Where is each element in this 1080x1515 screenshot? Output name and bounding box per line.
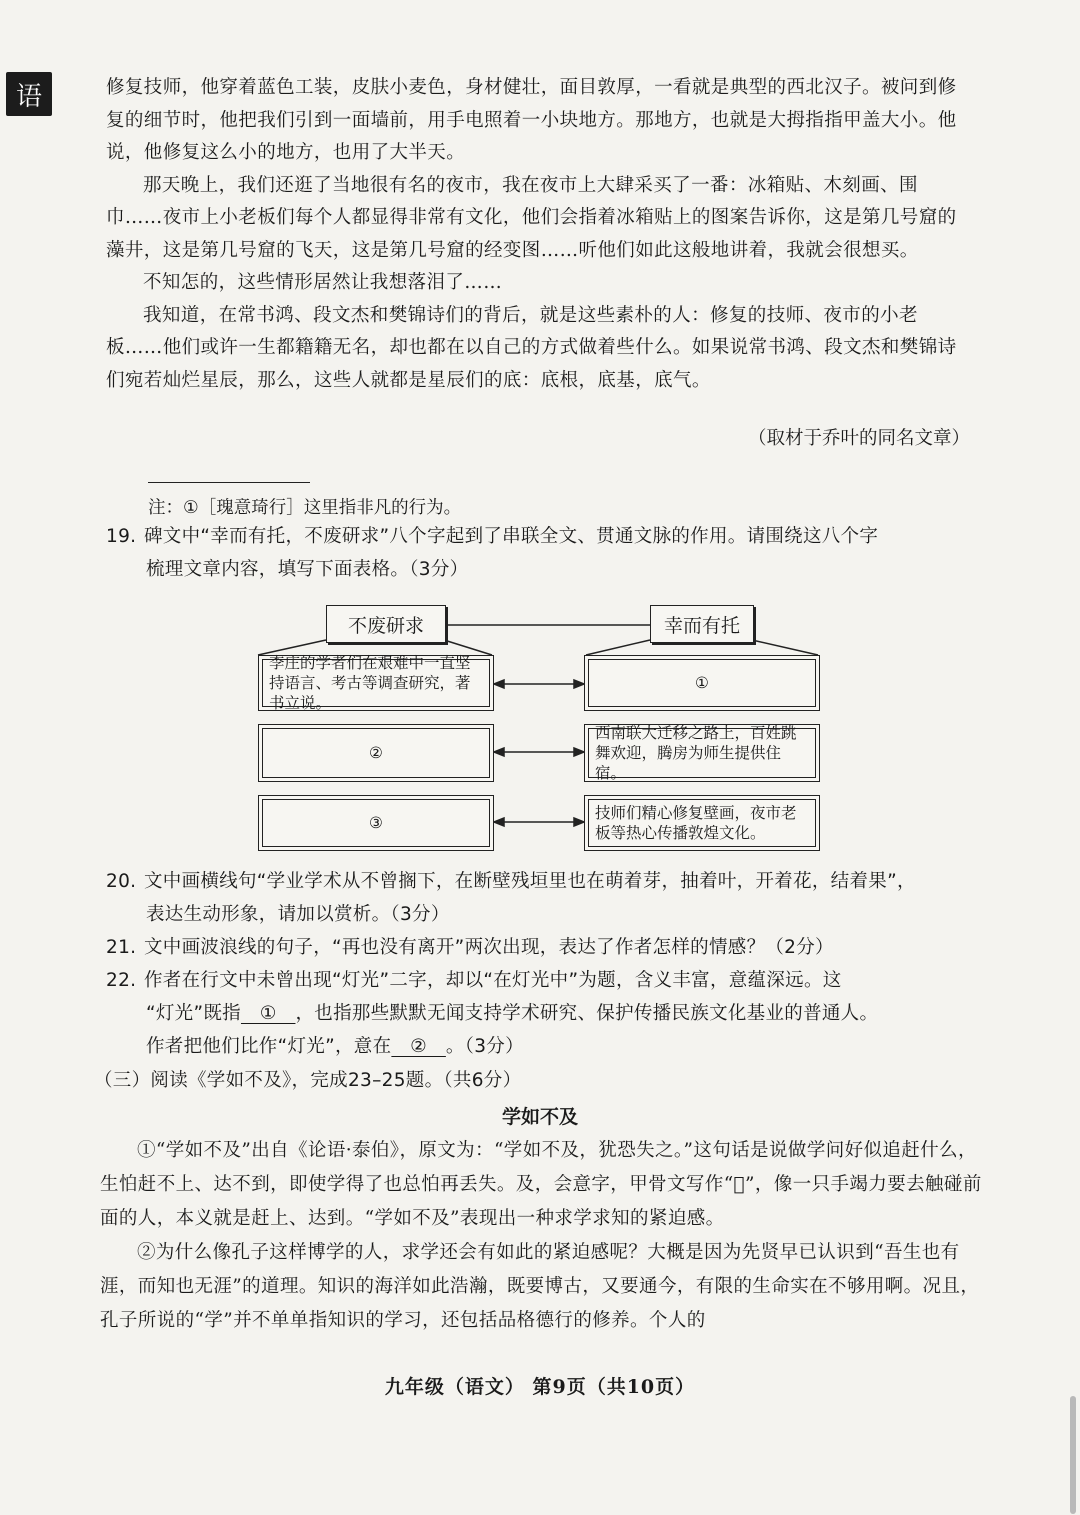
box-text: 西南联大迁移之路上，百姓跳舞欢迎，腾房为师生提供住宿。 [595,724,797,782]
question-text: ，也指那些默默无闻支持学术研究、保护传播民族文化基业的普通人。 [295,1003,879,1024]
passage [106,72,974,397]
question-text: 碑文中“幸而有托，不废研求”八个字起到了串联全文、贯通文脉的作用。请围绕这八个字 [144,526,879,547]
header-label: 幸而有托 [663,614,740,637]
right-box-1 [584,655,820,711]
question-text: 。（3分） [445,1036,524,1057]
header-right-box [650,605,754,643]
passage-paragraph: 我知道，在常书鸿、段文杰和樊锦诗们的背后，就是这些素朴的人：修复的技师、夜市的小老板……他们或许一生都籍籍无名，却也都在以自己的方式做着些什么。如果说常书鸿、段文杰和樊锦诗们宛若灿烂星辰，那么，这些人就都是星辰们的底：底根，底基，底气。 [106,304,957,391]
question-number: 22. [106,970,137,991]
page-footer: 九年级（语文） 第9页（共10页） [384,1376,696,1398]
passage-paragraph: 修复技师，他穿着蓝色工装，皮肤小麦色，身材健壮，面目敦厚，一看就是典型的西北汉子。被问到修复的细节时，他把我们引到一面墙前，用手电照着一小块地方。那地方，也就是大拇指指甲盖大小。他说，他修复这么小的地方，也用了大半天。 [106,77,957,163]
header-label: 不废研求 [347,614,424,637]
question-number: 19. [106,526,137,547]
question-text: 表达生动形象，请加以赏析。（3分） [146,904,450,925]
left-box-3 [258,795,494,851]
question-19 [106,520,986,586]
question-text: 作者把他们比作“灯光”，意在 [146,1036,392,1057]
question-21 [106,931,986,964]
source-citation: （取材于乔叶的同名文章） [747,428,970,449]
essay-paragraph: ①“学如不及”出自《论语·泰伯》，原文为：“学如不及，犹恐失之。”这句话是说做学问好似追赶什么，生怕赶不上、达不到，即使学得了也总怕再丢失。及，会意字，甲骨文写作“𠂬”，像一只手竭力要去触碰前面的人，本义就是赶上、达到。“学如不及”表现出一种求学求知的紧迫感。 [100,1140,982,1229]
box-text: ① [695,674,709,692]
box-text: ② [369,744,383,762]
box-text: ③ [369,814,383,832]
question-number: 21. [106,937,137,958]
left-box-1 [258,655,494,711]
left-box-2 [258,724,494,782]
question-text: 文中画波浪线的句子，“再也没有离开”两次出现，表达了作者怎样的情感？（2分） [144,937,834,958]
essay [100,1134,986,1338]
subject-tab: 语 [6,72,52,116]
box-text: 技师们精心修复壁画，夜市老板等热心传播敦煌文化。 [595,804,797,842]
question-text: 文中画横线句“学业学术从不曾搁下，在断壁残垣里也在萌着芽，抽着叶，开着花，结着果”， [144,871,916,892]
note-divider [148,482,310,483]
passage-paragraph: 那天晚上，我们还逛了当地很有名的夜市，我在夜市上大肆采买了一番：冰箱贴、木刻画、围巾……夜市上小老板们每个人都显得非常有文化，他们会指着冰箱贴上的图案告诉你，这是第几号窟的藻井，这是第几号窟的飞天，这是第几号窟的经变图……听他们如此这般地讲着，我就会很想买。 [106,174,957,261]
question-text: 梳理文章内容，填写下面表格。（3分） [146,559,469,580]
section-three-heading: （三）阅读《学如不及》，完成23–25题。（共6分） [94,1070,522,1091]
answer-blank-1: ① [240,1003,296,1024]
right-box-2 [584,724,820,782]
right-box-3 [584,795,820,851]
question-text: “灯光”既指 [146,1003,241,1024]
essay-paragraph: ②为什么像孔子这样博学的人，求学还会有如此的紧迫感呢？大概是因为先贤早已认识到“吾生也有涯，而知也无涯”的道理。知识的海洋如此浩瀚，既要博古，又要通今，有限的生命实在不够用啊。况且，孔子所说的“学”并不单单指知识的学习，还包括品格德行的修养。个人的 [100,1242,980,1331]
answer-blank-2: ② [391,1036,446,1057]
scrollbar[interactable] [1070,1396,1076,1514]
question-20 [106,865,996,931]
essay-title: 学如不及 [501,1106,578,1128]
passage-paragraph: 不知怎的，这些情形居然让我想落泪了…… [143,272,503,293]
question-number: 20. [106,871,137,892]
box-text: 李庄的学者们在艰难中一直坚持语言、考古等调查研究，著书立说。 [269,654,471,712]
header-left-box [326,605,446,643]
question-22 [106,964,996,1063]
question-text: 作者在行文中未曾出现“灯光”二字，却以“在灯光中”为题，含义丰富，意蕴深远。这 [144,970,842,991]
footnote: 注：①［瑰意琦行］这里指非凡的行为。 [148,498,462,518]
